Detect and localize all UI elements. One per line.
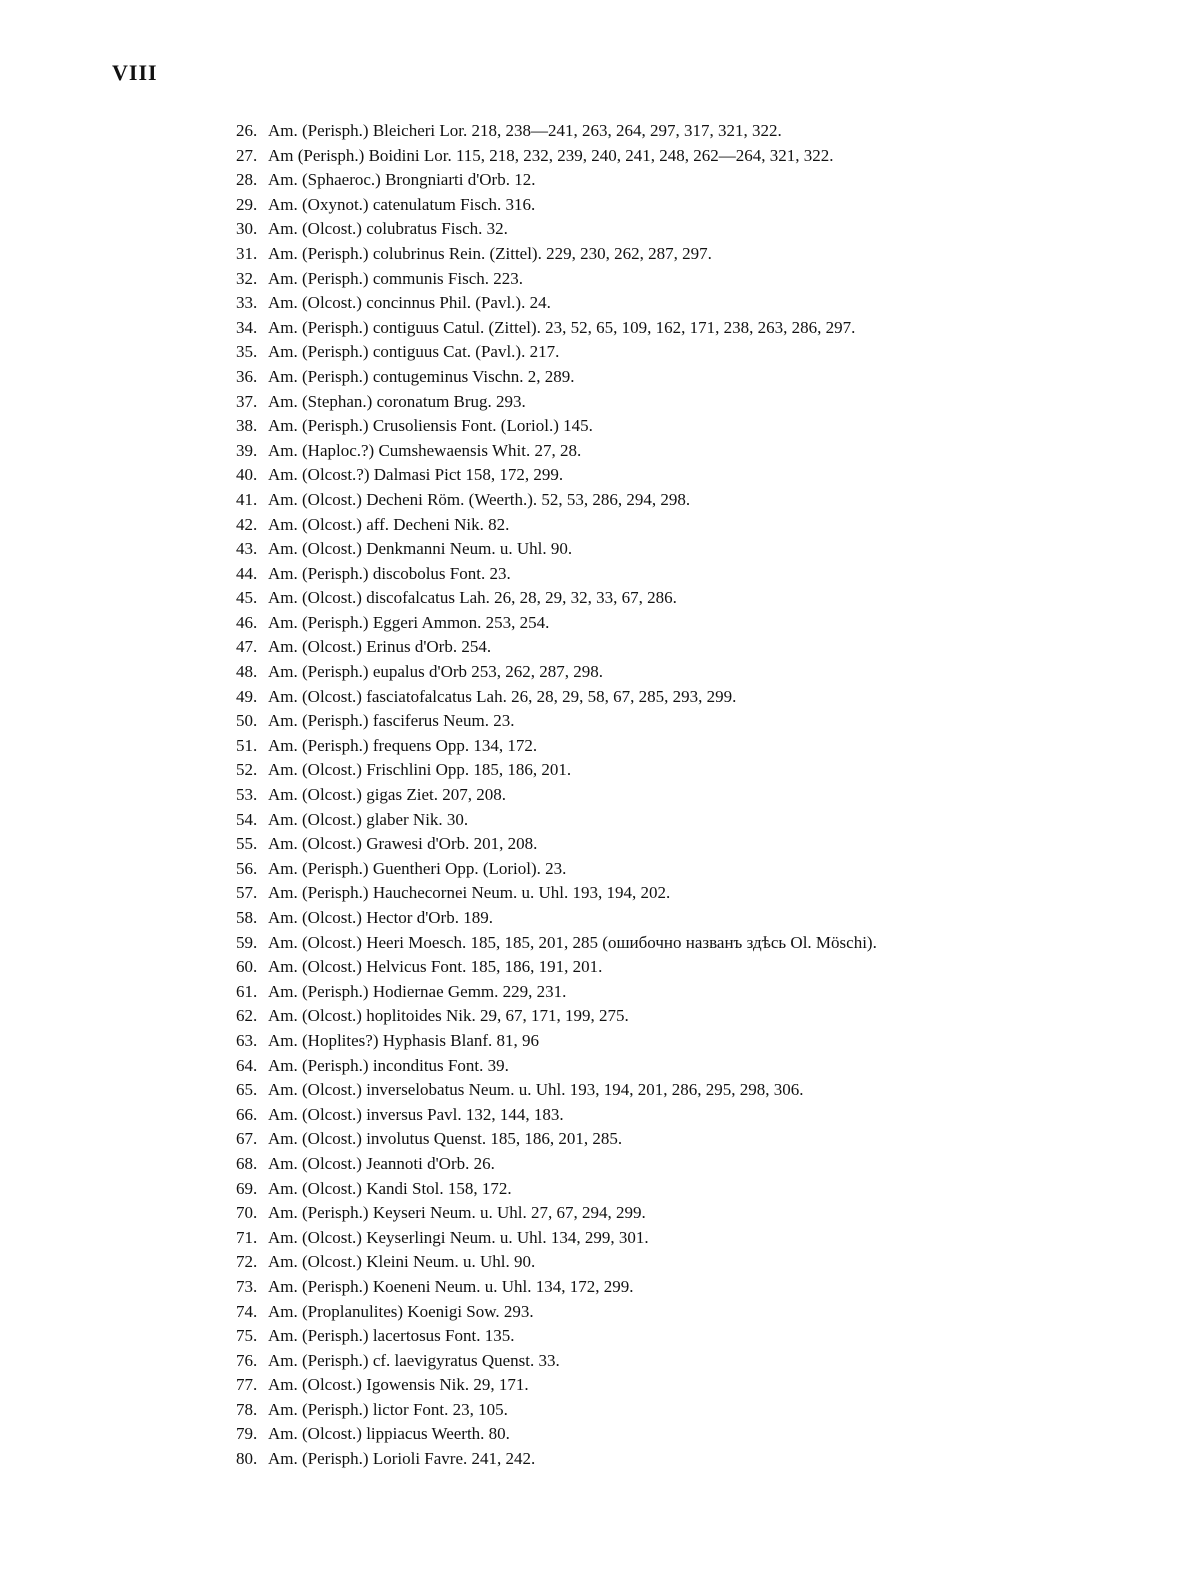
entry-text: Am. (Stephan.) coronatum Brug. 293.	[268, 391, 526, 411]
entry-number: 33.	[236, 293, 258, 313]
entry-number: 47.	[236, 637, 258, 657]
index-entry	[236, 1152, 1136, 1177]
entry-number: 49.	[236, 686, 258, 706]
entry-text: Am. (Olcost.) lippiacus Weerth. 80.	[268, 1424, 510, 1444]
index-entry	[236, 586, 1136, 611]
entry-number: 26.	[236, 121, 258, 140]
entry-text: Am. (Perisph.) contiguus Cat. (Pavl.). 217.	[268, 342, 560, 362]
entry-number: 50.	[236, 711, 258, 731]
index-entry	[236, 660, 1136, 685]
index-entry	[236, 1349, 1136, 1374]
entry-number: 46.	[236, 612, 258, 632]
entry-number: 28.	[236, 170, 258, 190]
entry-number: 38.	[236, 416, 258, 436]
entry-text: Am. (Perisph.) Hodiernae Gemm. 229, 231.	[268, 981, 567, 1001]
entry-number: 45.	[236, 588, 258, 608]
entry-text: Am. (Perisph.) contugeminus Vischn. 2, 289.	[268, 366, 575, 386]
index-entry	[236, 1054, 1136, 1079]
entry-number: 74.	[236, 1301, 258, 1321]
entry-text: Am. (Olcost.) Heeri Moesch. 185, 185, 201, 285 (ошибочно названъ здѣсь Ol. Möschi).	[268, 932, 877, 952]
entry-number: 66.	[236, 1104, 258, 1124]
entry-text: Am. (Olcost.) Erinus d'Orb. 254.	[268, 637, 492, 657]
entry-number: 35.	[236, 342, 258, 362]
entry-text: Am. (Olcost.) Grawesi d'Orb. 201, 208.	[268, 834, 538, 854]
entry-number: 31.	[236, 243, 258, 263]
entry-text: Am. (Olcost.) Kandi Stol. 158, 172.	[268, 1178, 512, 1198]
page-number: VIII	[112, 60, 158, 85]
species-index-list	[236, 119, 1136, 1472]
entry-text: Am. (Perisph.) cf. laevigyratus Quenst. 33.	[268, 1350, 560, 1370]
index-entry	[236, 980, 1136, 1005]
entry-text: Am. (Olcost.) Igowensis Nik. 29, 171.	[268, 1375, 529, 1395]
index-entry	[236, 439, 1136, 464]
entry-number: 77.	[236, 1375, 258, 1395]
entry-text: Am. (Olcost.) discofalcatus Lah. 26, 28, 29, 32, 33, 67, 286.	[268, 588, 677, 608]
index-entry	[236, 562, 1136, 587]
index-entry	[236, 537, 1136, 562]
entry-text: Am. (Olcost.) involutus Quenst. 185, 186, 201, 285.	[268, 1129, 623, 1149]
entry-number: 61.	[236, 981, 258, 1001]
entry-text: Am. (Perisph.) discobolus Font. 23.	[268, 563, 511, 583]
entry-number: 68.	[236, 1153, 258, 1173]
entry-text: Am. (Olcost.?) Dalmasi Pict 158, 172, 299.	[268, 465, 564, 485]
entry-number: 78.	[236, 1399, 258, 1419]
index-entry	[236, 1324, 1136, 1349]
index-entry	[236, 513, 1136, 538]
entry-text: Am. (Olcost.) Decheni Röm. (Weerth.). 52, 53, 286, 294, 298.	[268, 489, 691, 509]
index-entry	[236, 1004, 1136, 1029]
index-entry	[236, 734, 1136, 759]
index-entry	[236, 144, 1136, 169]
index-entry	[236, 758, 1136, 783]
index-entry	[236, 1078, 1136, 1103]
entry-number: 51.	[236, 735, 258, 755]
entry-text: Am. (Perisph.) eupalus d'Orb 253, 262, 287, 298.	[268, 662, 604, 682]
index-entry	[236, 463, 1136, 488]
entry-text: Am. (Olcost.) Denkmanni Neum. u. Uhl. 90.	[268, 539, 573, 559]
entry-number: 52.	[236, 760, 258, 780]
index-entry	[236, 1300, 1136, 1325]
index-entry	[236, 931, 1136, 956]
index-entry	[236, 365, 1136, 390]
entry-text: Am. (Olcost.) Kleini Neum. u. Uhl. 90.	[268, 1252, 536, 1272]
entry-text: Am. (Olcost.) inversus Pavl. 132, 144, 183.	[268, 1104, 564, 1124]
index-entry	[236, 1422, 1136, 1447]
index-entry	[236, 1447, 1136, 1472]
entry-number: 39.	[236, 440, 258, 460]
entry-number: 55.	[236, 834, 258, 854]
entry-text: Am. (Perisph.) Crusoliensis Font. (Loriol.) 145.	[268, 416, 593, 436]
index-entry	[236, 390, 1136, 415]
index-entry	[236, 955, 1136, 980]
entry-text: Am. (Olcost.) glaber Nik. 30.	[268, 809, 469, 829]
entry-text: Am. (Perisph.) frequens Opp. 134, 172.	[268, 735, 538, 755]
index-entry	[236, 1201, 1136, 1226]
entry-number: 32.	[236, 268, 258, 288]
entry-number: 57.	[236, 883, 258, 903]
entry-number: 40.	[236, 465, 258, 485]
index-entry	[236, 1226, 1136, 1251]
entry-number: 80.	[236, 1449, 258, 1469]
index-entry	[236, 1103, 1136, 1128]
index-entry	[236, 635, 1136, 660]
entry-text: Am. (Olcost.) inverselobatus Neum. u. Uhl. 193, 194, 201, 286, 295, 298, 306.	[268, 1080, 804, 1100]
entry-text: Am. (Hoplites?) Hyphasis Blanf. 81, 96	[268, 1030, 540, 1050]
entry-number: 69.	[236, 1178, 258, 1198]
entry-text: Am. (Olcost.) aff. Decheni Nik. 82.	[268, 514, 510, 534]
index-entry	[236, 881, 1136, 906]
entry-number: 56.	[236, 858, 258, 878]
entry-text: Am. (Perisph.) communis Fisch. 223.	[268, 268, 523, 288]
entry-text: Am. (Olcost.) Helvicus Font. 185, 186, 191, 201.	[268, 957, 603, 977]
index-entry	[236, 242, 1136, 267]
entry-text: Am. (Perisph.) lictor Font. 23, 105.	[268, 1399, 508, 1419]
entry-number: 79.	[236, 1424, 258, 1444]
index-entry	[236, 1250, 1136, 1275]
entry-number: 71.	[236, 1227, 258, 1247]
index-entry	[236, 168, 1136, 193]
index-entry	[236, 488, 1136, 513]
index-entry	[236, 1398, 1136, 1423]
index-entry	[236, 808, 1136, 833]
entry-number: 37.	[236, 391, 258, 411]
entry-number: 43.	[236, 539, 258, 559]
entry-number: 44.	[236, 563, 258, 583]
entry-number: 75.	[236, 1326, 258, 1346]
entry-text: Am. (Olcost.) Hector d'Orb. 189.	[268, 908, 493, 927]
entry-text: Am. (Perisph.) Eggeri Ammon. 253, 254.	[268, 612, 550, 632]
entry-text: Am. (Perisph.) inconditus Font. 39.	[268, 1055, 509, 1075]
entry-number: 36.	[236, 366, 258, 386]
entry-number: 34.	[236, 317, 258, 337]
index-entry	[236, 193, 1136, 218]
index-entry	[236, 857, 1136, 882]
index-entry	[236, 1029, 1136, 1054]
entry-text: Am. (Olcost.) hoplitoides Nik. 29, 67, 171, 199, 275.	[268, 1006, 629, 1026]
entry-text: Am. (Proplanulites) Koenigi Sow. 293.	[268, 1301, 534, 1321]
entry-text: Am. (Sphaeroc.) Brongniarti d'Orb. 12.	[268, 170, 536, 190]
index-entry	[236, 267, 1136, 292]
entry-number: 76.	[236, 1350, 258, 1370]
index-entry	[236, 906, 1136, 931]
entry-text: Am. (Perisph.) lacertosus Font. 135.	[268, 1326, 515, 1346]
entry-text: Am. (Perisph.) fasciferus Neum. 23.	[268, 711, 515, 731]
index-entry	[236, 783, 1136, 808]
entry-text: Am. (Perisph.) Guentheri Opp. (Loriol). 23.	[268, 858, 567, 878]
entry-number: 60.	[236, 957, 258, 977]
entry-number: 58.	[236, 908, 258, 927]
entry-number: 65.	[236, 1080, 258, 1100]
entry-text: Am. (Perisph.) colubrinus Rein. (Zittel). 229, 230, 262, 287, 297.	[268, 243, 712, 263]
index-entry	[236, 119, 1136, 144]
entry-text: Am. (Perisph.) Keyseri Neum. u. Uhl. 27, 67, 294, 299.	[268, 1203, 646, 1223]
entry-text: Am. (Olcost.) colubratus Fisch. 32.	[268, 219, 508, 239]
entry-number: 73.	[236, 1276, 258, 1296]
index-entry	[236, 340, 1136, 365]
entry-number: 54.	[236, 809, 258, 829]
index-entry	[236, 291, 1136, 316]
entry-number: 30.	[236, 219, 258, 239]
entry-text: Am. (Perisph.) Koeneni Neum. u. Uhl. 134, 172, 299.	[268, 1276, 634, 1296]
index-entry	[236, 1373, 1136, 1398]
entry-text: Am. (Olcost.) fasciatofalcatus Lah. 26, 28, 29, 58, 67, 285, 293, 299.	[268, 686, 737, 706]
entry-number: 64.	[236, 1055, 258, 1075]
entry-number: 63.	[236, 1030, 258, 1050]
index-entry	[236, 414, 1136, 439]
entry-text: Am. (Olcost.) concinnus Phil. (Pavl.). 24.	[268, 293, 551, 313]
index-entry	[236, 611, 1136, 636]
index-entry	[236, 709, 1136, 734]
entry-text: Am. (Perisph.) Lorioli Favre. 241, 242.	[268, 1449, 536, 1469]
entry-number: 59.	[236, 932, 258, 952]
index-entry	[236, 316, 1136, 341]
entry-text: Am. (Olcost.) Jeannoti d'Orb. 26.	[268, 1153, 495, 1173]
entry-text: Am. (Perisph.) Bleicheri Lor. 218, 238—241, 263, 264, 297, 317, 321, 322.	[268, 121, 782, 140]
index-entry	[236, 832, 1136, 857]
entry-text: Am. (Perisph.) Hauchecornei Neum. u. Uhl. 193, 194, 202.	[268, 883, 671, 903]
index-entry	[236, 1275, 1136, 1300]
entry-number: 41.	[236, 489, 258, 509]
entry-text: Am. (Olcost.) Keyserlingi Neum. u. Uhl. 134, 299, 301.	[268, 1227, 649, 1247]
entry-number: 67.	[236, 1129, 258, 1149]
entry-number: 48.	[236, 662, 258, 682]
entry-number: 27.	[236, 145, 258, 165]
entry-number: 72.	[236, 1252, 258, 1272]
entry-text: Am. (Perisph.) contiguus Catul. (Zittel). 23, 52, 65, 109, 162, 171, 238, 263, 286, 297.	[268, 317, 856, 337]
entry-text: Am. (Olcost.) gigas Ziet. 207, 208.	[268, 785, 506, 805]
entry-number: 42.	[236, 514, 258, 534]
entry-text: Am. (Olcost.) Frischlini Opp. 185, 186, 201.	[268, 760, 572, 780]
entry-number: 29.	[236, 194, 258, 214]
index-entry	[236, 1177, 1136, 1202]
entry-text: Am. (Haploc.?) Cumshewaensis Whit. 27, 28.	[268, 440, 582, 460]
entry-number: 62.	[236, 1006, 258, 1026]
entry-text: Am. (Oxynot.) catenulatum Fisch. 316.	[268, 194, 536, 214]
entry-number: 53.	[236, 785, 258, 805]
index-entry	[236, 685, 1136, 710]
entry-number: 70.	[236, 1203, 258, 1223]
entry-text: Am (Perisph.) Boidini Lor. 115, 218, 232, 239, 240, 241, 248, 262—264, 321, 322.	[268, 145, 834, 165]
index-entry	[236, 1127, 1136, 1152]
index-entry	[236, 217, 1136, 242]
